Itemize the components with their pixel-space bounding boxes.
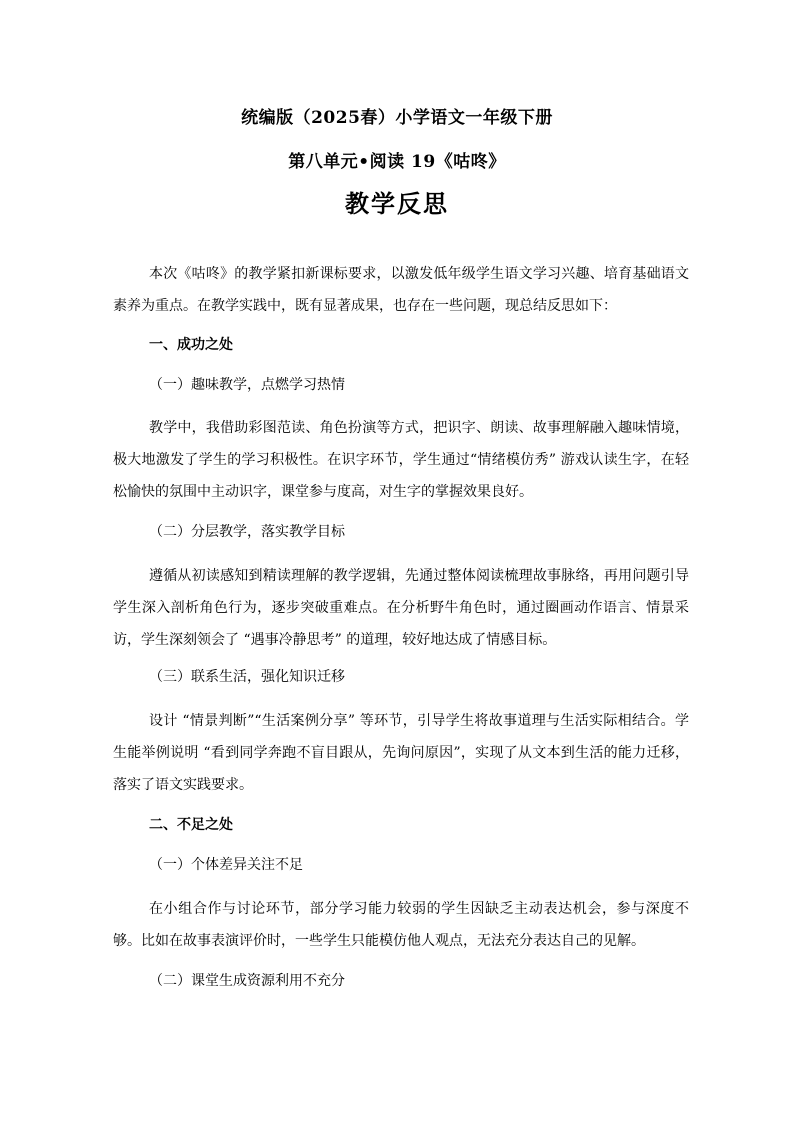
subsection-paragraph: 教学中，我借助彩图范读、角色扮演等方式，把识字、朗读、故事理解融入趣味情境，极大地激发了学生的学习积极性。在识字环节，学生通过“情绪模仿秀” 游戏认读生字，在轻松愉快的氛围中主动识字，课堂参与度高，对生字的掌握效果良好。 xyxy=(113,420,689,500)
subsection-paragraph: 遵循从初读感知到精读理解的教学逻辑，先通过整体阅读梳理故事脉络，再用问题引导学生深入剖析角色行为，逐步突破重难点。在分析野牛角色时，通过圈画动作语言、情景采访，学生深刻领会了 “遇事冷静思考” 的道理，较好地达成了情感目标。 xyxy=(113,568,689,648)
section-heading-shortcomings: 二、不足之处 xyxy=(149,817,233,833)
intro-paragraph: 本次《咕咚》的教学紧扣新课标要求，以激发低年级学生语文学习兴趣、培育基础语文素养为重点。在教学实践中，既有显著成果，也存在一些问题，现总结反思如下： xyxy=(113,266,689,314)
section-heading-success: 一、成功之处 xyxy=(149,337,233,353)
subsection-paragraph: 在小组合作与讨论环节，部分学习能力较弱的学生因缺乏主动表达机会，参与深度不够。比如在故事表演评价时，一些学生只能模仿他人观点，无法充分表达自己的见解。 xyxy=(113,901,689,949)
subsection-heading: （三）联系生活，强化知识迁移 xyxy=(149,669,345,685)
subsection-paragraph: 设计 “情景判断”“生活案例分享” 等环节，引导学生将故事道理与生活实际相结合。学生能举例说明 “看到同学奔跑不盲目跟从，先询问原因”，实现了从文本到生活的能力迁移，落实了语文实践要求。 xyxy=(113,713,689,793)
subsection-heading: （一）个体差异关注不足 xyxy=(149,857,303,873)
document-header-title: 统编版（2025春）小学语文一年级下册 xyxy=(241,108,553,128)
document-title: 教学反思 xyxy=(345,189,449,218)
unit-lesson-subtitle: 第八单元•阅读 19《咕咚》 xyxy=(288,152,506,172)
subsection-heading: （二）分层教学，落实教学目标 xyxy=(149,524,345,540)
subsection-heading: （二）课堂生成资源利用不充分 xyxy=(149,973,345,989)
subsection-heading: （一）趣味教学，点燃学习热情 xyxy=(149,377,345,393)
